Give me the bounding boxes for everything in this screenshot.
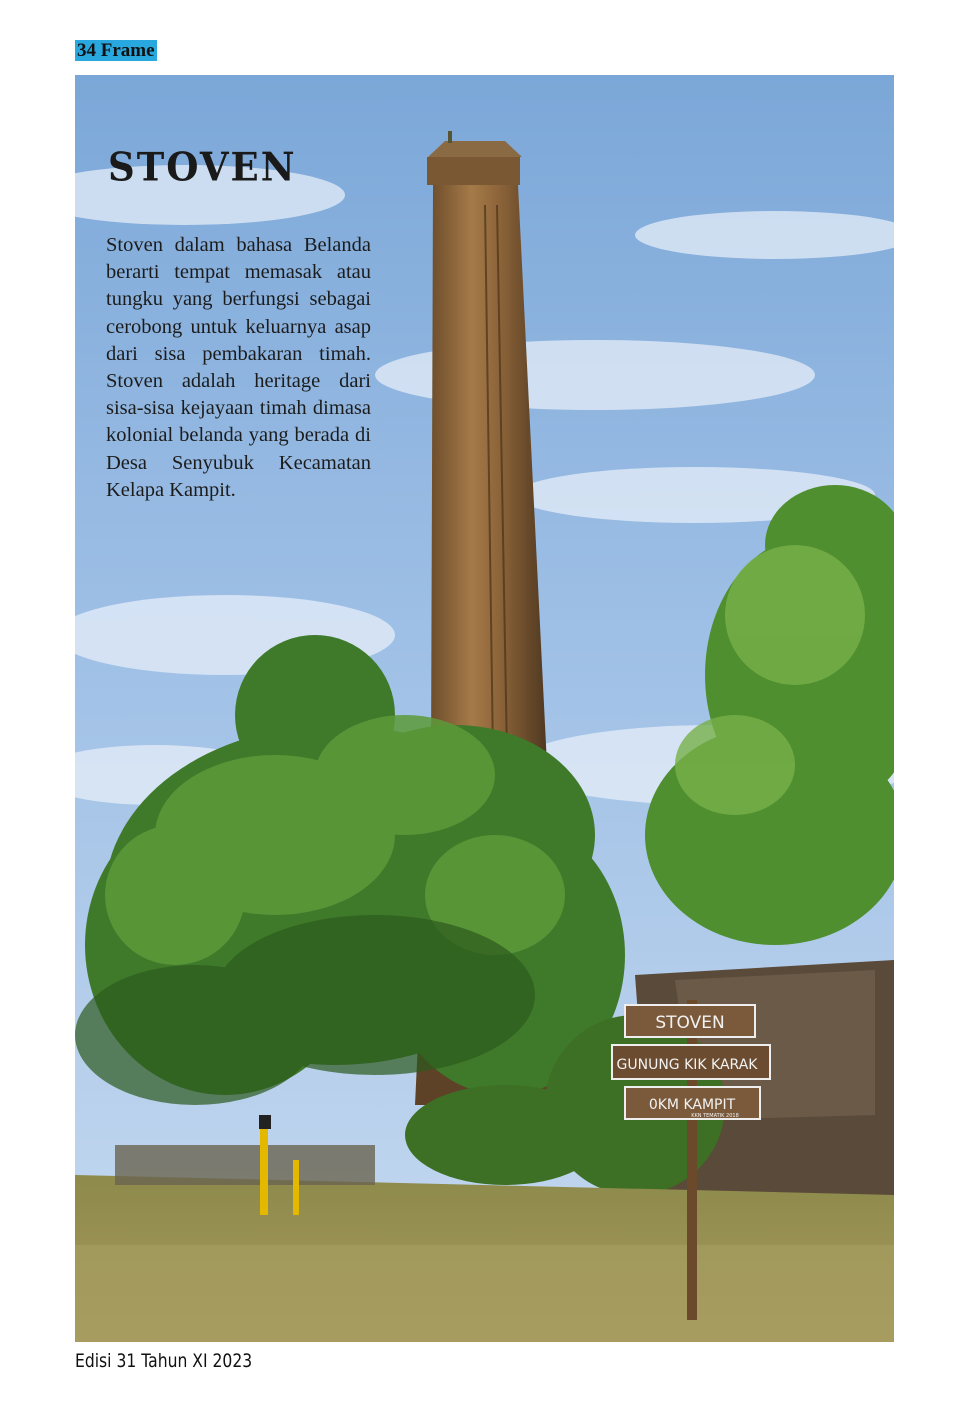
sign-credit: KKN TEMATIK 2018 bbox=[691, 1113, 739, 1119]
footer-edition: Edisi 31 Tahun XI 2023 bbox=[75, 1350, 253, 1372]
article-title: STOVEN bbox=[108, 143, 297, 191]
page-number-label: 34 Frame bbox=[77, 40, 155, 61]
sign-0km-kampit: 0KM KAMPIT bbox=[648, 1097, 736, 1113]
article-body: Stoven dalam bahasa Belanda berarti tempat memasak atau tungku yang berfungsi sebagai cerobong untuk keluarnya asap dari sisa pembakaran timah. Stoven adalah heritage dari sisa-sisa kejayaan timah dimasa kolonial belanda yang berada di Desa Senyubuk Kecamatan Kelapa Kampit. bbox=[106, 234, 371, 501]
sign-stoven: STOVEN bbox=[655, 1013, 725, 1033]
sign-gunung-kik-karak: GUNUNG KIK KARAK bbox=[616, 1057, 758, 1073]
